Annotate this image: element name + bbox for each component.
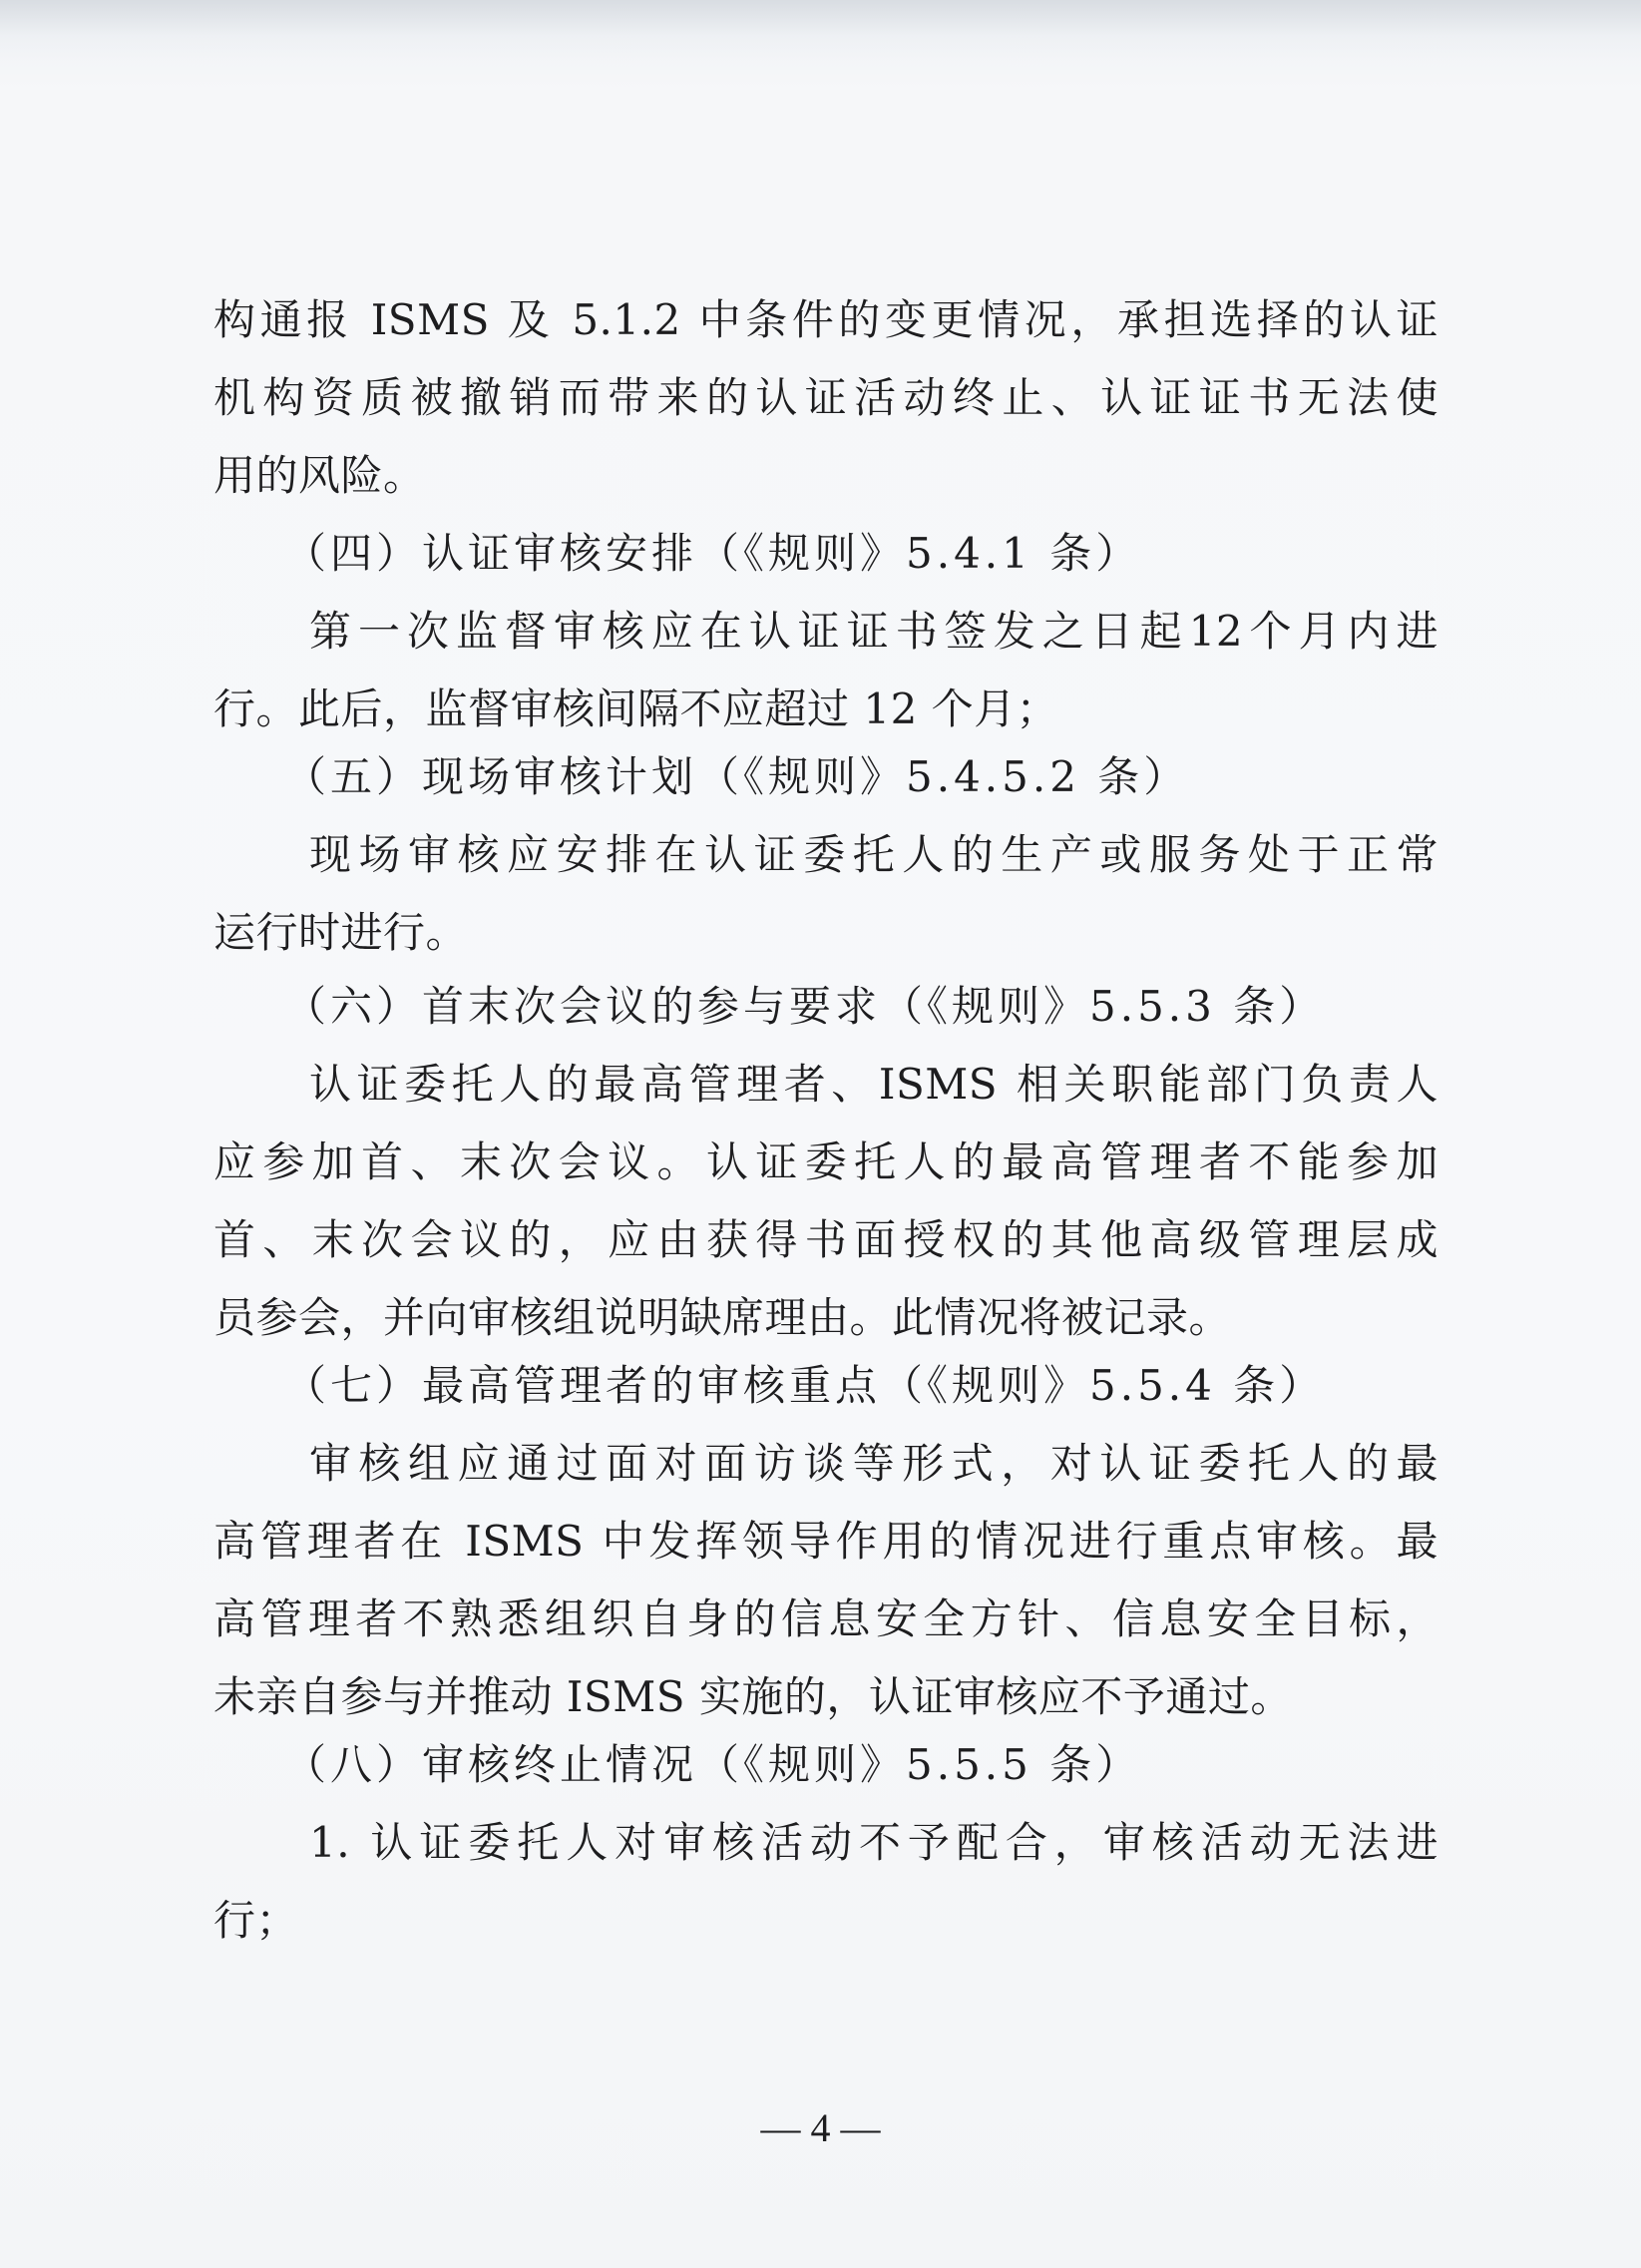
section-heading: （六）首末次会议的参与要求（《规则》5.5.3 条） [284,982,1326,1031]
paragraph-line: 员参会，并向审核组说明缺席理由。此情况将被记录。 [213,1293,1232,1342]
paragraph-line: 机构资质被撤销而带来的认证活动终止、认证证书无法使 [213,373,1438,422]
section-heading: （四）认证审核安排（《规则》5.4.1 条） [284,529,1142,578]
paragraph-line: 构通报 ISMS 及 5.1.2 中条件的变更情况，承担选择的认证 [213,295,1438,344]
section-heading: （五）现场审核计划（《规则》5.4.5.2 条） [284,752,1190,801]
paragraph-line: 行。此后，监督审核间隔不应超过 12 个月； [213,684,1059,733]
paragraph-line: 首、末次会议的，应由获得书面授权的其他高级管理层成 [213,1215,1438,1264]
paragraph-line: 应参加首、末次会议。认证委托人的最高管理者不能参加 [213,1137,1438,1186]
scan-edge-shadow [0,0,1641,60]
section-heading: （八）审核终止情况（《规则》5.5.5 条） [284,1740,1142,1789]
page-number: — 4 — [760,2105,881,2150]
paragraph-line: 高管理者在 ISMS 中发挥领导作用的情况进行重点审核。最 [213,1517,1438,1566]
paragraph-line: 认证委托人的最高管理者、ISMS 相关职能部门负责人 [309,1060,1438,1109]
paragraph-line: 运行时进行。 [213,908,469,957]
paragraph-line: 用的风险。 [213,451,426,500]
paragraph-line: 现场审核应安排在认证委托人的生产或服务处于正常 [309,830,1438,879]
paragraph-line: 第一次监督审核应在认证证书签发之日起12个月内进 [309,607,1438,656]
paragraph-line: 行； [213,1896,299,1945]
paragraph-line: 未亲自参与并推动 ISMS 实施的，认证审核应不予通过。 [213,1672,1293,1721]
paragraph-line: 高管理者不熟悉组织自身的信息安全方针、信息安全目标， [213,1594,1438,1643]
paragraph-line: 1. 认证委托人对审核活动不予配合，审核活动无法进 [309,1818,1438,1867]
section-heading: （七）最高管理者的审核重点（《规则》5.5.4 条） [284,1361,1326,1410]
paragraph-line: 审核组应通过面对面访谈等形式，对认证委托人的最 [309,1439,1438,1488]
